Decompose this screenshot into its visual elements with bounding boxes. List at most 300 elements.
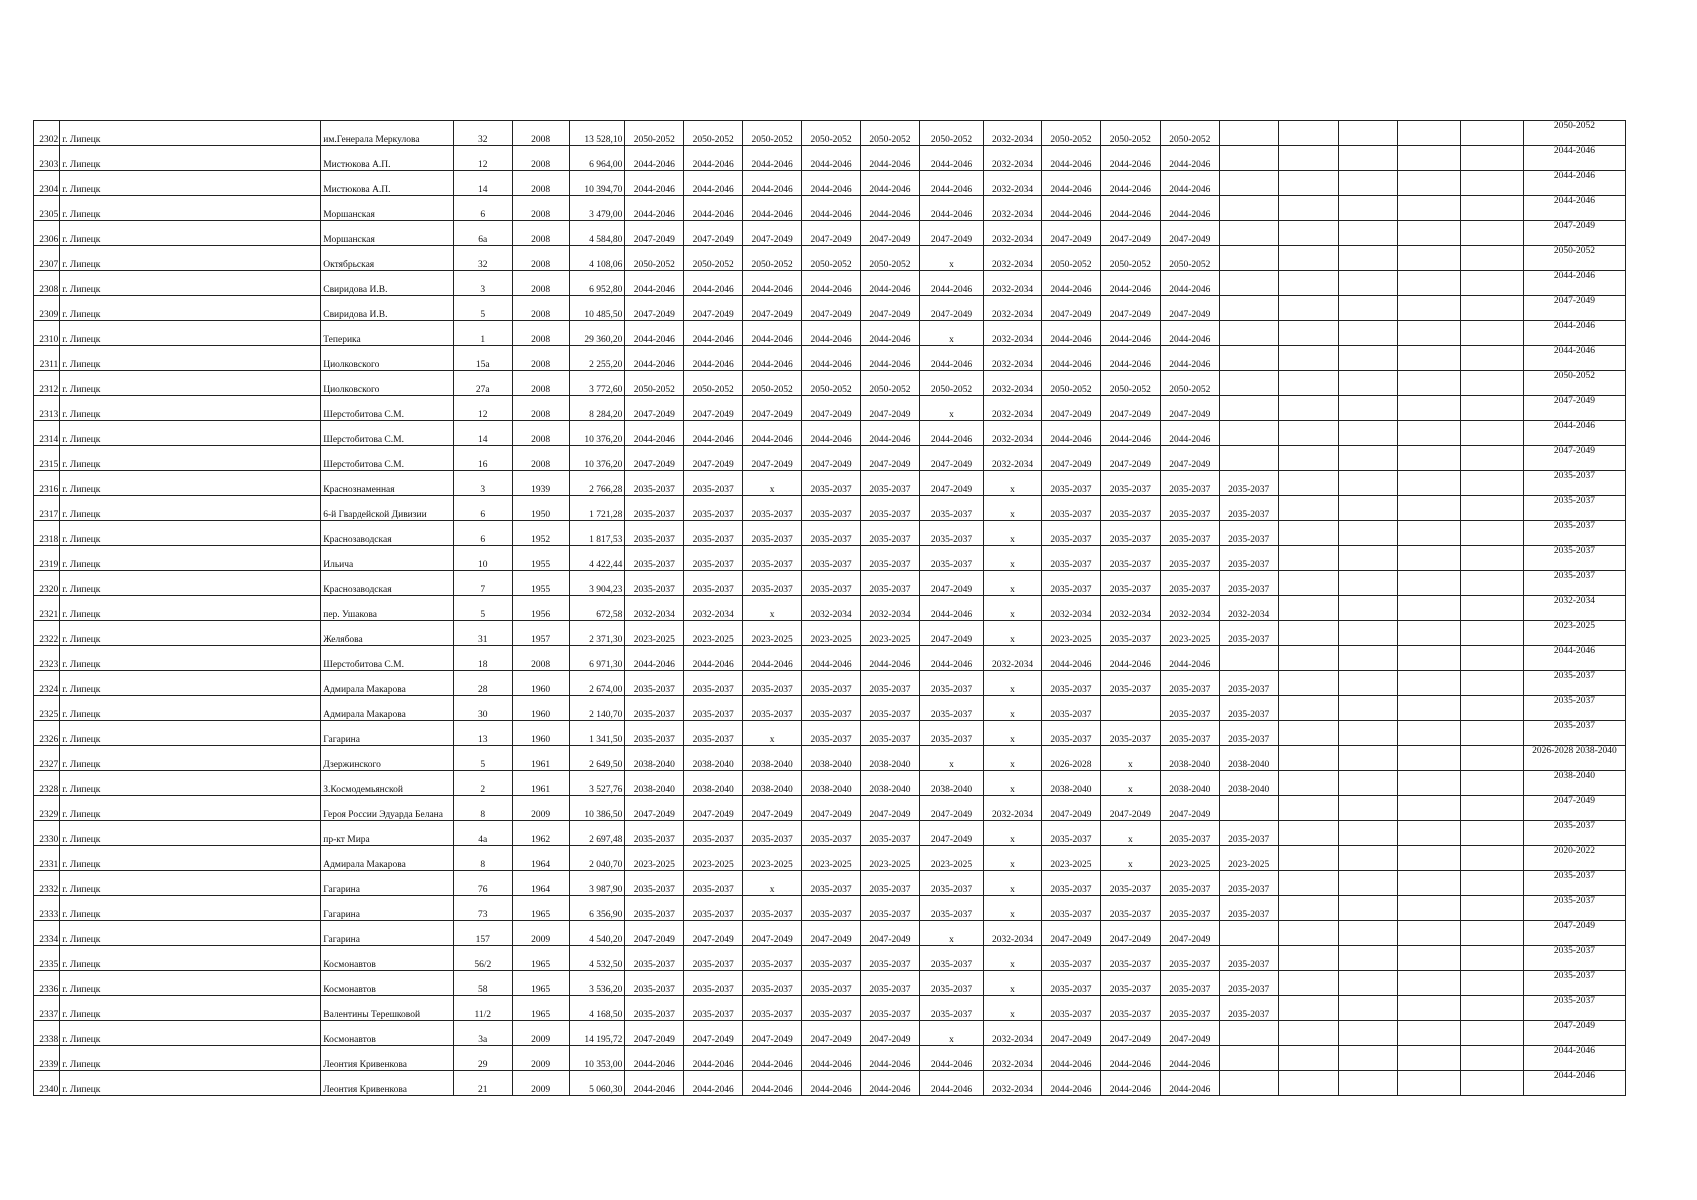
cell-repair-period-9: 2035-2037 [1100, 871, 1160, 896]
cell-repair-period-11 [1219, 371, 1278, 396]
cell-repair-period-10: 2044-2046 [1160, 421, 1219, 446]
cell-repair-period-4: 2050-2052 [802, 246, 861, 271]
cell-repair-period-10: 2044-2046 [1160, 346, 1219, 371]
cell-house-number: 2 [453, 771, 512, 796]
cell-area: 2 140,70 [569, 696, 625, 721]
cell-city: г. Липецк [60, 796, 321, 821]
cell-repair-period-4: 2035-2037 [802, 821, 861, 846]
cell-extra-col-2 [1338, 621, 1397, 646]
cell-extra-col-4 [1460, 646, 1523, 671]
cell-extra-col-4 [1460, 571, 1523, 596]
cell-repair-period-4: 2047-2049 [802, 446, 861, 471]
cell-street: Валентины Терешковой [321, 996, 454, 1021]
cell-repair-period-11 [1219, 171, 1278, 196]
cell-repair-period-10: 2038-2040 [1160, 746, 1219, 771]
cell-repair-period-11: 2035-2037 [1219, 896, 1278, 921]
cell-extra-col-3 [1397, 221, 1460, 246]
cell-repair-period-11 [1219, 446, 1278, 471]
cell-build-year: 2008 [512, 221, 569, 246]
cell-street: Космонавтов [321, 946, 454, 971]
cell-planned-period: 2023-2025 [1523, 621, 1625, 646]
cell-extra-col-4 [1460, 371, 1523, 396]
cell-street: Гагарина [321, 721, 454, 746]
cell-repair-period-6: 2038-2040 [919, 771, 983, 796]
cell-repair-period-10: 2032-2034 [1160, 596, 1219, 621]
cell-build-year: 2009 [512, 796, 569, 821]
cell-city: г. Липецк [60, 221, 321, 246]
cell-repair-period-8: 2035-2037 [1041, 696, 1100, 721]
cell-repair-period-1: 2044-2046 [625, 1071, 684, 1096]
cell-repair-period-5: 2035-2037 [861, 521, 920, 546]
cell-repair-period-11: 2035-2037 [1219, 471, 1278, 496]
cell-repair-period-9: 2035-2037 [1100, 521, 1160, 546]
cell-repair-period-1: 2050-2052 [625, 121, 684, 146]
cell-repair-period-6: x [919, 921, 983, 946]
cell-repair-period-9: 2044-2046 [1100, 196, 1160, 221]
cell-city: г. Липецк [60, 171, 321, 196]
cell-repair-period-2: 2044-2046 [684, 346, 743, 371]
cell-extra-col-3 [1397, 271, 1460, 296]
table-row [34, 396, 1626, 421]
cell-repair-period-2: 2044-2046 [684, 646, 743, 671]
cell-extra-col-4 [1460, 121, 1523, 146]
cell-repair-period-8: 2035-2037 [1041, 871, 1100, 896]
cell-repair-period-8: 2023-2025 [1041, 846, 1100, 871]
cell-extra-col-4 [1460, 896, 1523, 921]
cell-repair-period-8: 2044-2046 [1041, 321, 1100, 346]
cell-repair-period-8: 2035-2037 [1041, 496, 1100, 521]
cell-city: г. Липецк [60, 396, 321, 421]
cell-extra-col-1 [1278, 846, 1338, 871]
housing-schedule-table [33, 120, 1626, 1096]
cell-build-year: 1965 [512, 896, 569, 921]
cell-repair-period-1: 2047-2049 [625, 296, 684, 321]
table-row [34, 471, 1626, 496]
cell-repair-period-2: 2035-2037 [684, 521, 743, 546]
cell-repair-period-7: x [984, 821, 1042, 846]
cell-repair-period-7: 2032-2034 [984, 1046, 1042, 1071]
cell-area: 3 987,90 [569, 871, 625, 896]
cell-planned-period: 2044-2046 [1523, 346, 1625, 371]
cell-repair-period-4: 2050-2052 [802, 121, 861, 146]
cell-row-number: 2311 [34, 346, 60, 371]
cell-repair-period-7: x [984, 771, 1042, 796]
cell-extra-col-1 [1278, 146, 1338, 171]
cell-extra-col-1 [1278, 271, 1338, 296]
cell-row-number: 2319 [34, 546, 60, 571]
cell-repair-period-5: 2047-2049 [861, 921, 920, 946]
cell-row-number: 2338 [34, 1021, 60, 1046]
cell-repair-period-2: 2035-2037 [684, 571, 743, 596]
cell-repair-period-5: 2035-2037 [861, 821, 920, 846]
cell-row-number: 2312 [34, 371, 60, 396]
cell-planned-period: 2047-2049 [1523, 221, 1625, 246]
cell-repair-period-6: x [919, 746, 983, 771]
cell-repair-period-6: 2050-2052 [919, 121, 983, 146]
cell-extra-col-2 [1338, 171, 1397, 196]
cell-extra-col-3 [1397, 821, 1460, 846]
cell-street: Героя России Эдуарда Белана [321, 796, 454, 821]
cell-row-number: 2328 [34, 771, 60, 796]
cell-house-number: 12 [453, 146, 512, 171]
cell-extra-col-4 [1460, 996, 1523, 1021]
cell-repair-period-1: 2047-2049 [625, 1021, 684, 1046]
cell-repair-period-6: 2044-2046 [919, 171, 983, 196]
cell-house-number: 16 [453, 446, 512, 471]
cell-extra-col-1 [1278, 871, 1338, 896]
cell-extra-col-3 [1397, 771, 1460, 796]
cell-repair-period-8: 2044-2046 [1041, 196, 1100, 221]
cell-repair-period-9: 2047-2049 [1100, 296, 1160, 321]
cell-repair-period-8: 2050-2052 [1041, 246, 1100, 271]
cell-repair-period-11: 2023-2025 [1219, 846, 1278, 871]
cell-planned-period: 2044-2046 [1523, 271, 1625, 296]
cell-planned-period: 2044-2046 [1523, 1046, 1625, 1071]
cell-repair-period-4: 2044-2046 [802, 196, 861, 221]
cell-house-number: 14 [453, 171, 512, 196]
cell-planned-period: 2044-2046 [1523, 196, 1625, 221]
cell-repair-period-2: 2044-2046 [684, 171, 743, 196]
cell-row-number: 2339 [34, 1046, 60, 1071]
cell-repair-period-8: 2026-2028 [1041, 746, 1100, 771]
cell-extra-col-1 [1278, 1046, 1338, 1071]
cell-repair-period-1: 2035-2037 [625, 871, 684, 896]
cell-extra-col-2 [1338, 846, 1397, 871]
cell-repair-period-11 [1219, 646, 1278, 671]
cell-extra-col-2 [1338, 121, 1397, 146]
cell-repair-period-10: 2047-2049 [1160, 1021, 1219, 1046]
cell-repair-period-5: 2035-2037 [861, 571, 920, 596]
cell-area: 2 674,00 [569, 671, 625, 696]
cell-extra-col-2 [1338, 871, 1397, 896]
cell-repair-period-6: 2035-2037 [919, 946, 983, 971]
cell-extra-col-1 [1278, 1021, 1338, 1046]
cell-extra-col-3 [1397, 571, 1460, 596]
cell-repair-period-6: 2047-2049 [919, 571, 983, 596]
cell-extra-col-3 [1397, 521, 1460, 546]
cell-extra-col-3 [1397, 371, 1460, 396]
cell-city: г. Липецк [60, 1021, 321, 1046]
table-row [34, 621, 1626, 646]
cell-house-number: 27а [453, 371, 512, 396]
cell-repair-period-2: 2047-2049 [684, 296, 743, 321]
cell-city: г. Липецк [60, 296, 321, 321]
cell-extra-col-2 [1338, 971, 1397, 996]
cell-repair-period-8: 2035-2037 [1041, 546, 1100, 571]
cell-city: г. Липецк [60, 771, 321, 796]
cell-house-number: 8 [453, 846, 512, 871]
cell-repair-period-10: 2035-2037 [1160, 496, 1219, 521]
cell-repair-period-9: x [1100, 746, 1160, 771]
cell-extra-col-4 [1460, 921, 1523, 946]
cell-extra-col-4 [1460, 196, 1523, 221]
cell-extra-col-3 [1397, 1021, 1460, 1046]
cell-repair-period-1: 2044-2046 [625, 321, 684, 346]
cell-repair-period-9: 2035-2037 [1100, 546, 1160, 571]
cell-build-year: 1965 [512, 971, 569, 996]
cell-build-year: 2008 [512, 296, 569, 321]
cell-repair-period-3: 2035-2037 [743, 946, 802, 971]
cell-repair-period-9: 2032-2034 [1100, 596, 1160, 621]
cell-repair-period-11: 2032-2034 [1219, 596, 1278, 621]
cell-build-year: 2009 [512, 921, 569, 946]
cell-repair-period-8: 2035-2037 [1041, 896, 1100, 921]
cell-repair-period-10: 2047-2049 [1160, 921, 1219, 946]
cell-city: г. Липецк [60, 496, 321, 521]
cell-repair-period-10: 2047-2049 [1160, 446, 1219, 471]
cell-area: 3 904,23 [569, 571, 625, 596]
cell-extra-col-1 [1278, 621, 1338, 646]
cell-repair-period-8: 2047-2049 [1041, 446, 1100, 471]
cell-repair-period-6: 2044-2046 [919, 596, 983, 621]
cell-repair-period-5: 2047-2049 [861, 396, 920, 421]
table-row [34, 371, 1626, 396]
cell-area: 2 766,28 [569, 471, 625, 496]
cell-repair-period-5: 2047-2049 [861, 1021, 920, 1046]
cell-extra-col-1 [1278, 496, 1338, 521]
cell-city: г. Липецк [60, 546, 321, 571]
cell-repair-period-8: 2044-2046 [1041, 271, 1100, 296]
cell-city: г. Липецк [60, 596, 321, 621]
cell-repair-period-2: 2035-2037 [684, 696, 743, 721]
cell-street: пер. Ушакова [321, 596, 454, 621]
cell-repair-period-11: 2038-2040 [1219, 771, 1278, 796]
cell-extra-col-1 [1278, 196, 1338, 221]
cell-repair-period-3: 2023-2025 [743, 846, 802, 871]
cell-repair-period-2: 2035-2037 [684, 721, 743, 746]
cell-repair-period-4: 2044-2046 [802, 1071, 861, 1096]
table-row [34, 996, 1626, 1021]
cell-row-number: 2305 [34, 196, 60, 221]
cell-repair-period-2: 2038-2040 [684, 771, 743, 796]
cell-extra-col-2 [1338, 446, 1397, 471]
cell-extra-col-4 [1460, 596, 1523, 621]
cell-street: Леонтия Кривенкова [321, 1071, 454, 1096]
cell-row-number: 2325 [34, 696, 60, 721]
cell-repair-period-7: 2032-2034 [984, 196, 1042, 221]
cell-repair-period-7: 2032-2034 [984, 421, 1042, 446]
cell-repair-period-5: 2035-2037 [861, 471, 920, 496]
cell-repair-period-8: 2023-2025 [1041, 621, 1100, 646]
cell-street: З.Космодемьянской [321, 771, 454, 796]
cell-repair-period-6: 2044-2046 [919, 1046, 983, 1071]
cell-planned-period: 2035-2037 [1523, 721, 1625, 746]
cell-repair-period-6: 2044-2046 [919, 146, 983, 171]
cell-extra-col-2 [1338, 296, 1397, 321]
cell-planned-period: 2035-2037 [1523, 971, 1625, 996]
table-row [34, 121, 1626, 146]
cell-street: Шерстобитова С.М. [321, 646, 454, 671]
cell-repair-period-5: 2047-2049 [861, 796, 920, 821]
cell-repair-period-6: 2047-2049 [919, 221, 983, 246]
cell-street: Шерстобитова С.М. [321, 421, 454, 446]
cell-repair-period-10: 2044-2046 [1160, 196, 1219, 221]
cell-repair-period-1: 2044-2046 [625, 146, 684, 171]
cell-repair-period-4: 2047-2049 [802, 396, 861, 421]
cell-repair-period-7: 2032-2034 [984, 1071, 1042, 1096]
cell-repair-period-11: 2035-2037 [1219, 821, 1278, 846]
cell-build-year: 1964 [512, 871, 569, 896]
cell-repair-period-1: 2035-2037 [625, 571, 684, 596]
cell-repair-period-10: 2038-2040 [1160, 771, 1219, 796]
cell-row-number: 2309 [34, 296, 60, 321]
cell-build-year: 1961 [512, 771, 569, 796]
cell-repair-period-9: 2044-2046 [1100, 1071, 1160, 1096]
cell-repair-period-7: 2032-2034 [984, 796, 1042, 821]
cell-repair-period-5: 2038-2040 [861, 771, 920, 796]
cell-repair-period-4: 2050-2052 [802, 371, 861, 396]
cell-build-year: 2008 [512, 121, 569, 146]
cell-build-year: 1964 [512, 846, 569, 871]
cell-repair-period-2: 2047-2049 [684, 221, 743, 246]
table-row [34, 171, 1626, 196]
cell-repair-period-10: 2023-2025 [1160, 621, 1219, 646]
cell-build-year: 2008 [512, 396, 569, 421]
cell-extra-col-4 [1460, 396, 1523, 421]
cell-street: пр-кт Мира [321, 821, 454, 846]
cell-extra-col-1 [1278, 471, 1338, 496]
cell-planned-period: 2035-2037 [1523, 571, 1625, 596]
cell-repair-period-6: 2047-2049 [919, 296, 983, 321]
cell-planned-period: 2044-2046 [1523, 321, 1625, 346]
table-row [34, 946, 1626, 971]
cell-area: 3 536,20 [569, 971, 625, 996]
cell-repair-period-7: x [984, 621, 1042, 646]
cell-repair-period-8: 2035-2037 [1041, 971, 1100, 996]
cell-repair-period-3: x [743, 471, 802, 496]
cell-repair-period-9: 2047-2049 [1100, 1021, 1160, 1046]
cell-city: г. Липецк [60, 746, 321, 771]
cell-row-number: 2330 [34, 821, 60, 846]
table-row [34, 821, 1626, 846]
cell-row-number: 2324 [34, 671, 60, 696]
cell-area: 1 721,28 [569, 496, 625, 521]
cell-row-number: 2304 [34, 171, 60, 196]
cell-repair-period-4: 2035-2037 [802, 471, 861, 496]
cell-extra-col-3 [1397, 796, 1460, 821]
cell-repair-period-11 [1219, 271, 1278, 296]
cell-repair-period-5: 2044-2046 [861, 321, 920, 346]
cell-repair-period-8: 2032-2034 [1041, 596, 1100, 621]
cell-repair-period-2: 2035-2037 [684, 996, 743, 1021]
table-row [34, 296, 1626, 321]
table-row [34, 671, 1626, 696]
cell-repair-period-1: 2035-2037 [625, 946, 684, 971]
cell-repair-period-4: 2023-2025 [802, 621, 861, 646]
cell-repair-period-2: 2035-2037 [684, 671, 743, 696]
cell-extra-col-2 [1338, 796, 1397, 821]
cell-repair-period-9: 2035-2037 [1100, 571, 1160, 596]
cell-extra-col-4 [1460, 171, 1523, 196]
cell-repair-period-1: 2035-2037 [625, 971, 684, 996]
cell-repair-period-10: 2035-2037 [1160, 896, 1219, 921]
cell-build-year: 2008 [512, 271, 569, 296]
cell-repair-period-9: 2047-2049 [1100, 221, 1160, 246]
cell-repair-period-7: 2032-2034 [984, 171, 1042, 196]
cell-repair-period-1: 2035-2037 [625, 696, 684, 721]
cell-city: г. Липецк [60, 621, 321, 646]
cell-repair-period-11 [1219, 321, 1278, 346]
cell-repair-period-6: 2035-2037 [919, 546, 983, 571]
cell-extra-col-3 [1397, 296, 1460, 321]
cell-city: г. Липецк [60, 346, 321, 371]
cell-row-number: 2336 [34, 971, 60, 996]
cell-row-number: 2317 [34, 496, 60, 521]
cell-repair-period-4: 2044-2046 [802, 421, 861, 446]
cell-repair-period-7: 2032-2034 [984, 296, 1042, 321]
cell-repair-period-2: 2044-2046 [684, 196, 743, 221]
cell-house-number: 56/2 [453, 946, 512, 971]
cell-extra-col-4 [1460, 871, 1523, 896]
cell-extra-col-1 [1278, 1071, 1338, 1096]
cell-repair-period-5: 2044-2046 [861, 1071, 920, 1096]
cell-build-year: 1950 [512, 496, 569, 521]
cell-repair-period-1: 2035-2037 [625, 546, 684, 571]
cell-repair-period-9: 2044-2046 [1100, 1046, 1160, 1071]
cell-area: 10 485,50 [569, 296, 625, 321]
cell-area: 10 353,00 [569, 1046, 625, 1071]
cell-repair-period-4: 2035-2037 [802, 546, 861, 571]
cell-house-number: 6 [453, 496, 512, 521]
cell-repair-period-4: 2044-2046 [802, 646, 861, 671]
cell-extra-col-4 [1460, 946, 1523, 971]
cell-build-year: 1957 [512, 621, 569, 646]
cell-repair-period-4: 2047-2049 [802, 796, 861, 821]
cell-extra-col-2 [1338, 1021, 1397, 1046]
cell-repair-period-4: 2044-2046 [802, 321, 861, 346]
cell-extra-col-2 [1338, 146, 1397, 171]
cell-row-number: 2333 [34, 896, 60, 921]
cell-extra-col-2 [1338, 196, 1397, 221]
cell-street: Свиридова И.В. [321, 296, 454, 321]
cell-repair-period-4: 2047-2049 [802, 296, 861, 321]
cell-street: Адмирала Макарова [321, 846, 454, 871]
cell-repair-period-6: 2044-2046 [919, 196, 983, 221]
cell-extra-col-4 [1460, 146, 1523, 171]
cell-repair-period-5: 2035-2037 [861, 721, 920, 746]
cell-city: г. Липецк [60, 471, 321, 496]
cell-repair-period-11: 2035-2037 [1219, 696, 1278, 721]
cell-street: 6-й Гвардейской Дивизии [321, 496, 454, 521]
cell-extra-col-4 [1460, 471, 1523, 496]
cell-street: Мистюкова А.П. [321, 171, 454, 196]
cell-extra-col-3 [1397, 321, 1460, 346]
cell-repair-period-9: 2044-2046 [1100, 346, 1160, 371]
cell-repair-period-4: 2035-2037 [802, 696, 861, 721]
cell-house-number: 73 [453, 896, 512, 921]
cell-repair-period-2: 2035-2037 [684, 896, 743, 921]
cell-repair-period-3: 2035-2037 [743, 696, 802, 721]
cell-area: 4 108,06 [569, 246, 625, 271]
cell-row-number: 2307 [34, 246, 60, 271]
cell-repair-period-11 [1219, 121, 1278, 146]
cell-repair-period-5: 2035-2037 [861, 496, 920, 521]
cell-repair-period-1: 2035-2037 [625, 671, 684, 696]
cell-extra-col-2 [1338, 646, 1397, 671]
cell-repair-period-1: 2047-2049 [625, 396, 684, 421]
cell-extra-col-2 [1338, 671, 1397, 696]
cell-repair-period-9: 2050-2052 [1100, 121, 1160, 146]
cell-extra-col-2 [1338, 321, 1397, 346]
cell-repair-period-10: 2044-2046 [1160, 321, 1219, 346]
cell-build-year: 2008 [512, 446, 569, 471]
cell-repair-period-5: 2035-2037 [861, 671, 920, 696]
cell-repair-period-10: 2035-2037 [1160, 971, 1219, 996]
cell-repair-period-11 [1219, 346, 1278, 371]
cell-repair-period-3: 2035-2037 [743, 896, 802, 921]
cell-repair-period-1: 2035-2037 [625, 896, 684, 921]
cell-repair-period-9: 2044-2046 [1100, 271, 1160, 296]
